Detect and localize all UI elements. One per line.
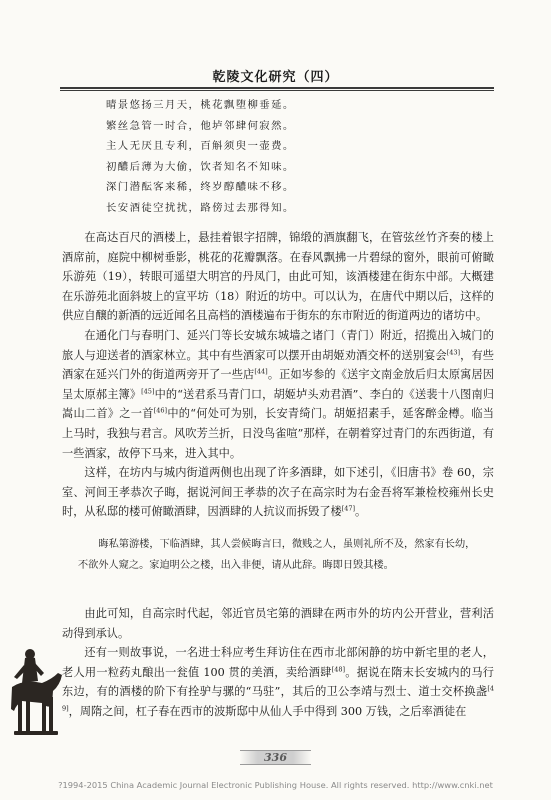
running-header: 乾陵文化研究（四）: [212, 70, 339, 85]
poem-line: 长安酒徒空扰扰，路傍过去那得知。: [106, 201, 295, 214]
poem-line: 初醲后薄为大偷，饮者知名不知味。: [106, 160, 295, 173]
footnote-ref: [45]: [141, 387, 155, 396]
poem-block: [106, 95, 295, 219]
paragraph-2: 在通化门与春明门、延兴门等长安城东城墙之诸门（青门）附近，招揽出入城门的旅人与迎送者的酒家林立。其中有些酒家可以摆开由胡姬劝酒交杯的送别宴会[43]，有些酒家在延兴门外的街道两旁开了一些店[44]。正如岑参的《送宇文南金放后归太原寓居因呈太原郝主簿》[45]中的“送君系马青门口，胡姬垆头劝君酒”、李白的《送裴十八图南归嵩山二首》之一首[46]中的“何处可为别，长安青绮门。胡姬招素手，延客醉金樽。临当上马时，我独与君言。风吹芳兰折，日没鸟雀喧”那样，在朝着穿过青门的东西街道，有一些酒家，故停下马来，进入其中。: [62, 328, 494, 460]
header-rule-thick: [60, 87, 494, 89]
paragraph-3: 这样，在坊内与城内街道两侧也出现了许多酒肆，如下述引，《旧唐书》卷 60，宗室、河间王孝恭次子晦，据说河间王孝恭的次子在高宗时为右金吾将军兼检校雍州长史时，从私邸的楼可俯瞰酒肆，因酒肆的人抗议而拆毁了楼[47]。: [62, 466, 494, 519]
footnote-ref: [43]: [446, 347, 461, 356]
poem-line: 主人无厌且专利，百斛须臾一壶费。: [106, 140, 295, 153]
footnote-ref: [48]: [331, 665, 346, 674]
block-quote: 晦私第游楼，下临酒肆，其人尝候晦言曰，微贱之人，虽则礼所不及，然家有长幼，不欲外人窥之。家迫明公之楼，出入非便，请从此辞。晦即日毁其楼。: [78, 539, 476, 571]
body-section-2: [62, 604, 494, 722]
paragraph-5: 还有一则故事说，一名进士科应考生拜访住在西市北部闲静的坊中新宅里的老人，老人用一粒药丸酿出一瓮值 100 贯的美酒，卖给酒肆[48]。据说在隋末长安城内的马行东边，有的酒楼的阶下有拴驴与骡的“马驻”，其后的卫公李靖与烈士、道士交杯换盏[49]，周隋之间，杠子春在西市的波斯邸中从仙人手中得到 300 万钱，之后率酒徒在: [62, 646, 494, 718]
poem-line: 深门潜酝客来稀，终岁醇醲味不移。: [106, 181, 295, 194]
footnote-ref: [46]: [153, 406, 168, 415]
poem-line: 繁丝急管一时合，他垆邻肆何寂然。: [106, 119, 295, 132]
footnote-ref: [49]: [62, 684, 494, 713]
paragraph-1: 在高达百尺的酒楼上，悬挂着银字招牌，锦缎的酒旗翻飞，在管弦丝竹齐奏的楼上酒席前，庭院中柳树垂影，桃花的花瓣飘落。在春风飘拂一片碧绿的窗外，眼前可俯瞰乐游苑（19），转眼可遥望大明宫的丹凤门，由此可知，该酒楼建在街东中部。大概建在乐游苑北面斜坡上的宣平坊（18）附近的坊中。可以认为，在唐代中期以后，这样的供应自醸的新酒的远近闻名且高档的酒楼遍布于街东的东市附近的街道两边的诸坊中。: [62, 231, 494, 323]
footnote-ref: [44]: [254, 367, 268, 376]
poem-line: 晴景悠扬三月天，桃花飘堕柳垂延。: [106, 99, 295, 111]
footnote-ref: [47]: [341, 504, 356, 513]
page-number: 336: [0, 750, 551, 765]
body-section-1: [62, 228, 494, 522]
horse-rider-figurine-icon: [8, 645, 64, 737]
header-rule-thin: [60, 90, 494, 91]
copyright-footer: ?1994-2015 China Academic Journal Electronic Publishing House. All rights reserved. http://www.cnki.net: [58, 780, 493, 790]
paragraph-4: 由此可知，自高宗时代起，邻近官员宅第的酒肆在两市外的坊内公开营业，营利活动得到承认。: [62, 607, 494, 640]
